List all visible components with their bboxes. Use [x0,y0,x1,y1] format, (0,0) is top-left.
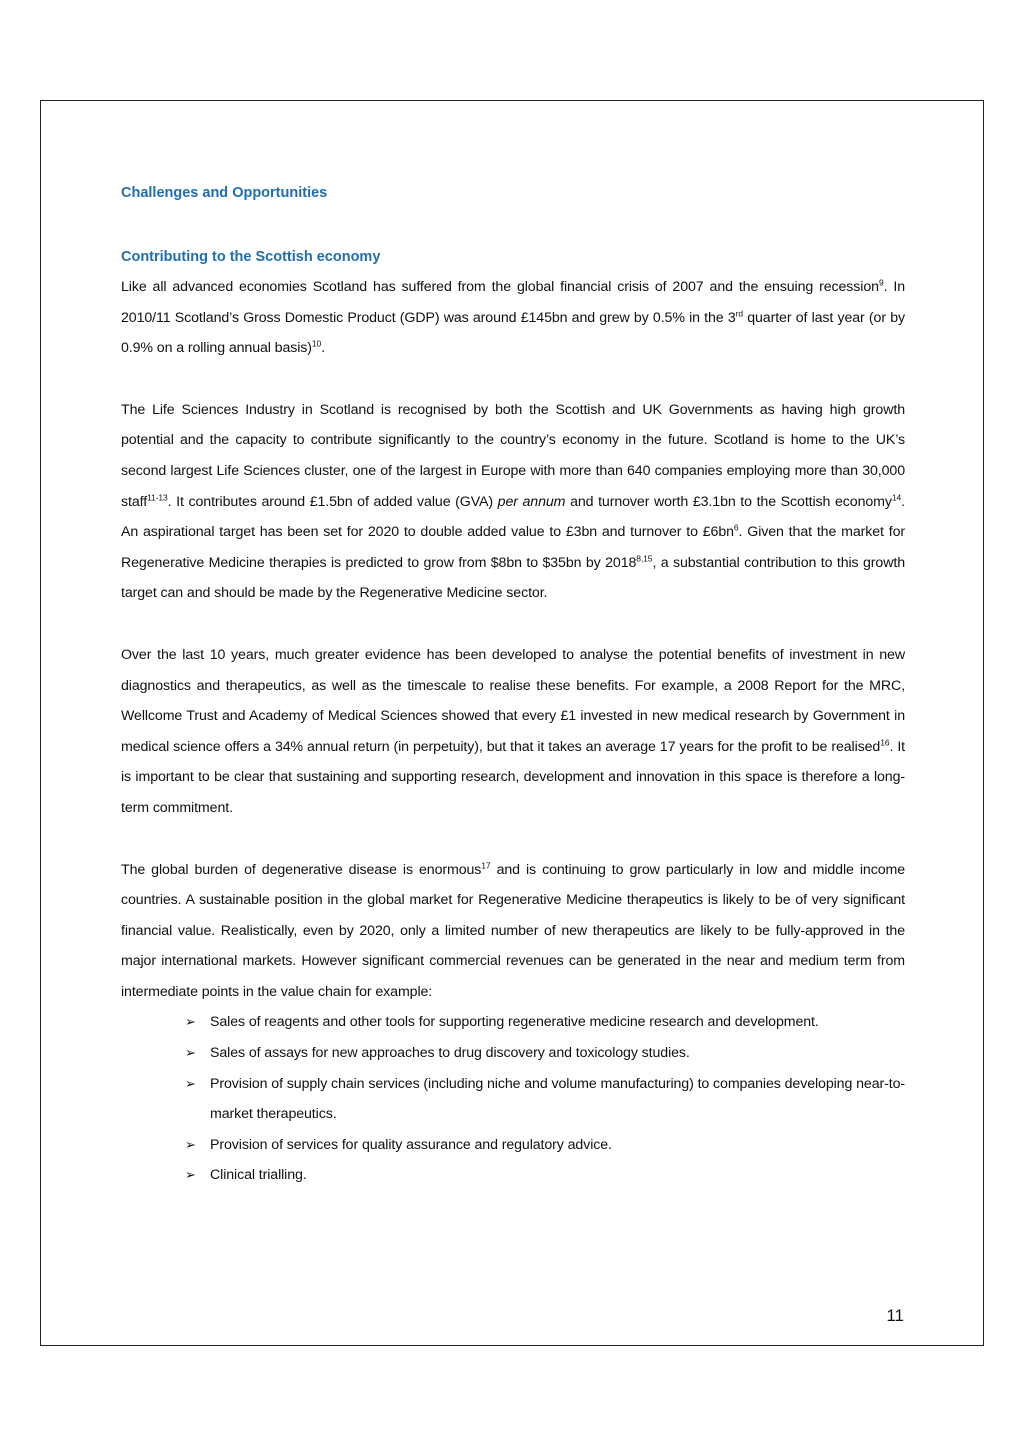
list-item [185,1069,905,1130]
text-run: and is continuing to grow particularly in low and middle income countries. A sustainable position in the global market for Regenerative Medicine therapeutics is likely to be of very significant financial value. Realistically, even by 2020, only a limited number of new therapeutics are likely to be fully-approved in the major international markets. However significant commercial revenues can be generated in the near and medium term from intermediate points in the value chain for example: [121,861,905,1000]
citation-superscript: 16 [880,736,890,747]
paragraph-life-sciences [121,395,905,609]
citation-superscript: 14 [891,491,902,502]
page-number: 11 [886,1306,904,1325]
text-run: . In 2010/11 Scotland’s Gross Domestic Product (GDP) was around £145bn and grew by 0.5% in the 3 [121,279,905,326]
value-chain-list [121,1007,905,1191]
citation-superscript: 9 [878,277,884,288]
citation-superscript: 10 [311,338,322,349]
paragraph-evidence [121,640,905,824]
list-item-text: Clinical trialling. [210,1167,307,1184]
page-content [121,178,905,1191]
citation-superscript: 11-13 [147,491,168,502]
italic-text: per annum [497,493,566,510]
text-run: and turnover worth £3.1bn to the Scottish economy [565,493,892,510]
text-run: The Life Sciences Industry in Scotland is recognised by both the Scottish and UK Governments as having high growth potential and the capacity to contribute significantly to the country’s economy in the future. Scotland is home to the UK’s second largest Life Sciences cluster, one of the largest in Europe with more than 640 companies employing more than 30,000 staff [121,401,905,510]
text-run: The global burden of degenerative disease is enormous [121,861,482,878]
list-item-text: Provision of services for quality assurance and regulatory advice. [210,1136,612,1153]
text-run: . Given that the market for Regenerative Medicine therapies is predicted to grow from $8bn to $35bn by 2018 [121,524,905,571]
citation-superscript: 6 [733,522,739,533]
list-item [185,1007,905,1038]
arrowhead-bullet-icon: ➢ [185,1014,196,1030]
paragraph-gdp [121,272,905,364]
text-run: . An aspirational target has been set for 2020 to double added value to £3bn and turnover to £6bn [121,493,905,541]
subsection-title: Contributing to the Scottish economy [121,249,381,265]
list-item-text: Sales of reagents and other tools for supporting regenerative medicine research and development. [210,1014,819,1031]
citation-superscript: 8,15 [636,553,653,564]
list-item [185,1038,905,1069]
paragraph-global-burden [121,855,905,1008]
arrowhead-bullet-icon: ➢ [185,1045,196,1061]
arrowhead-bullet-icon: ➢ [185,1136,196,1152]
list-item [185,1160,905,1191]
ordinal-superscript: rd [735,307,743,318]
section-title: Challenges and Opportunities [121,185,328,201]
list-item-text: Sales of assays for new approaches to drug discovery and toxicology studies. [210,1045,690,1062]
list-item [185,1130,905,1161]
arrowhead-bullet-icon: ➢ [185,1075,196,1091]
text-run: Over the last 10 years, much greater evidence has been developed to analyse the potential benefits of investment in new diagnostics and therapeutics, as well as the timescale to realise these benefits. For example, a 2008 Report for the MRC, Wellcome Trust and Academy of Medical Sciences showed that every £1 invested in new medical research by Government in medical science offers a 34% annual return (in perpetuity), but that it takes an average 17 years for the profit to be realised [121,646,905,755]
text-run: . It contributes around £1.5bn of added value (GVA) [167,493,498,510]
text-run: Like all advanced economies Scotland has suffered from the global financial crisis of 2007 and the ensuing recession [121,279,879,295]
citation-superscript: 17 [481,859,491,870]
text-run: . [321,340,326,357]
text-run: . It is important to be clear that sustaining and supporting research, development and innovation in this space is therefore a long-term commitment. [121,738,905,816]
text-run: quarter of last year (or by 0.9% on a rolling annual basis) [121,309,905,357]
arrowhead-bullet-icon: ➢ [185,1167,196,1183]
text-run: , a substantial contribution to this growth target can and should be made by the Regenerative Medicine sector. [121,554,905,602]
list-item-text: Provision of supply chain services (including niche and volume manufacturing) to companies developing near-to-market therapeutics. [210,1075,905,1123]
